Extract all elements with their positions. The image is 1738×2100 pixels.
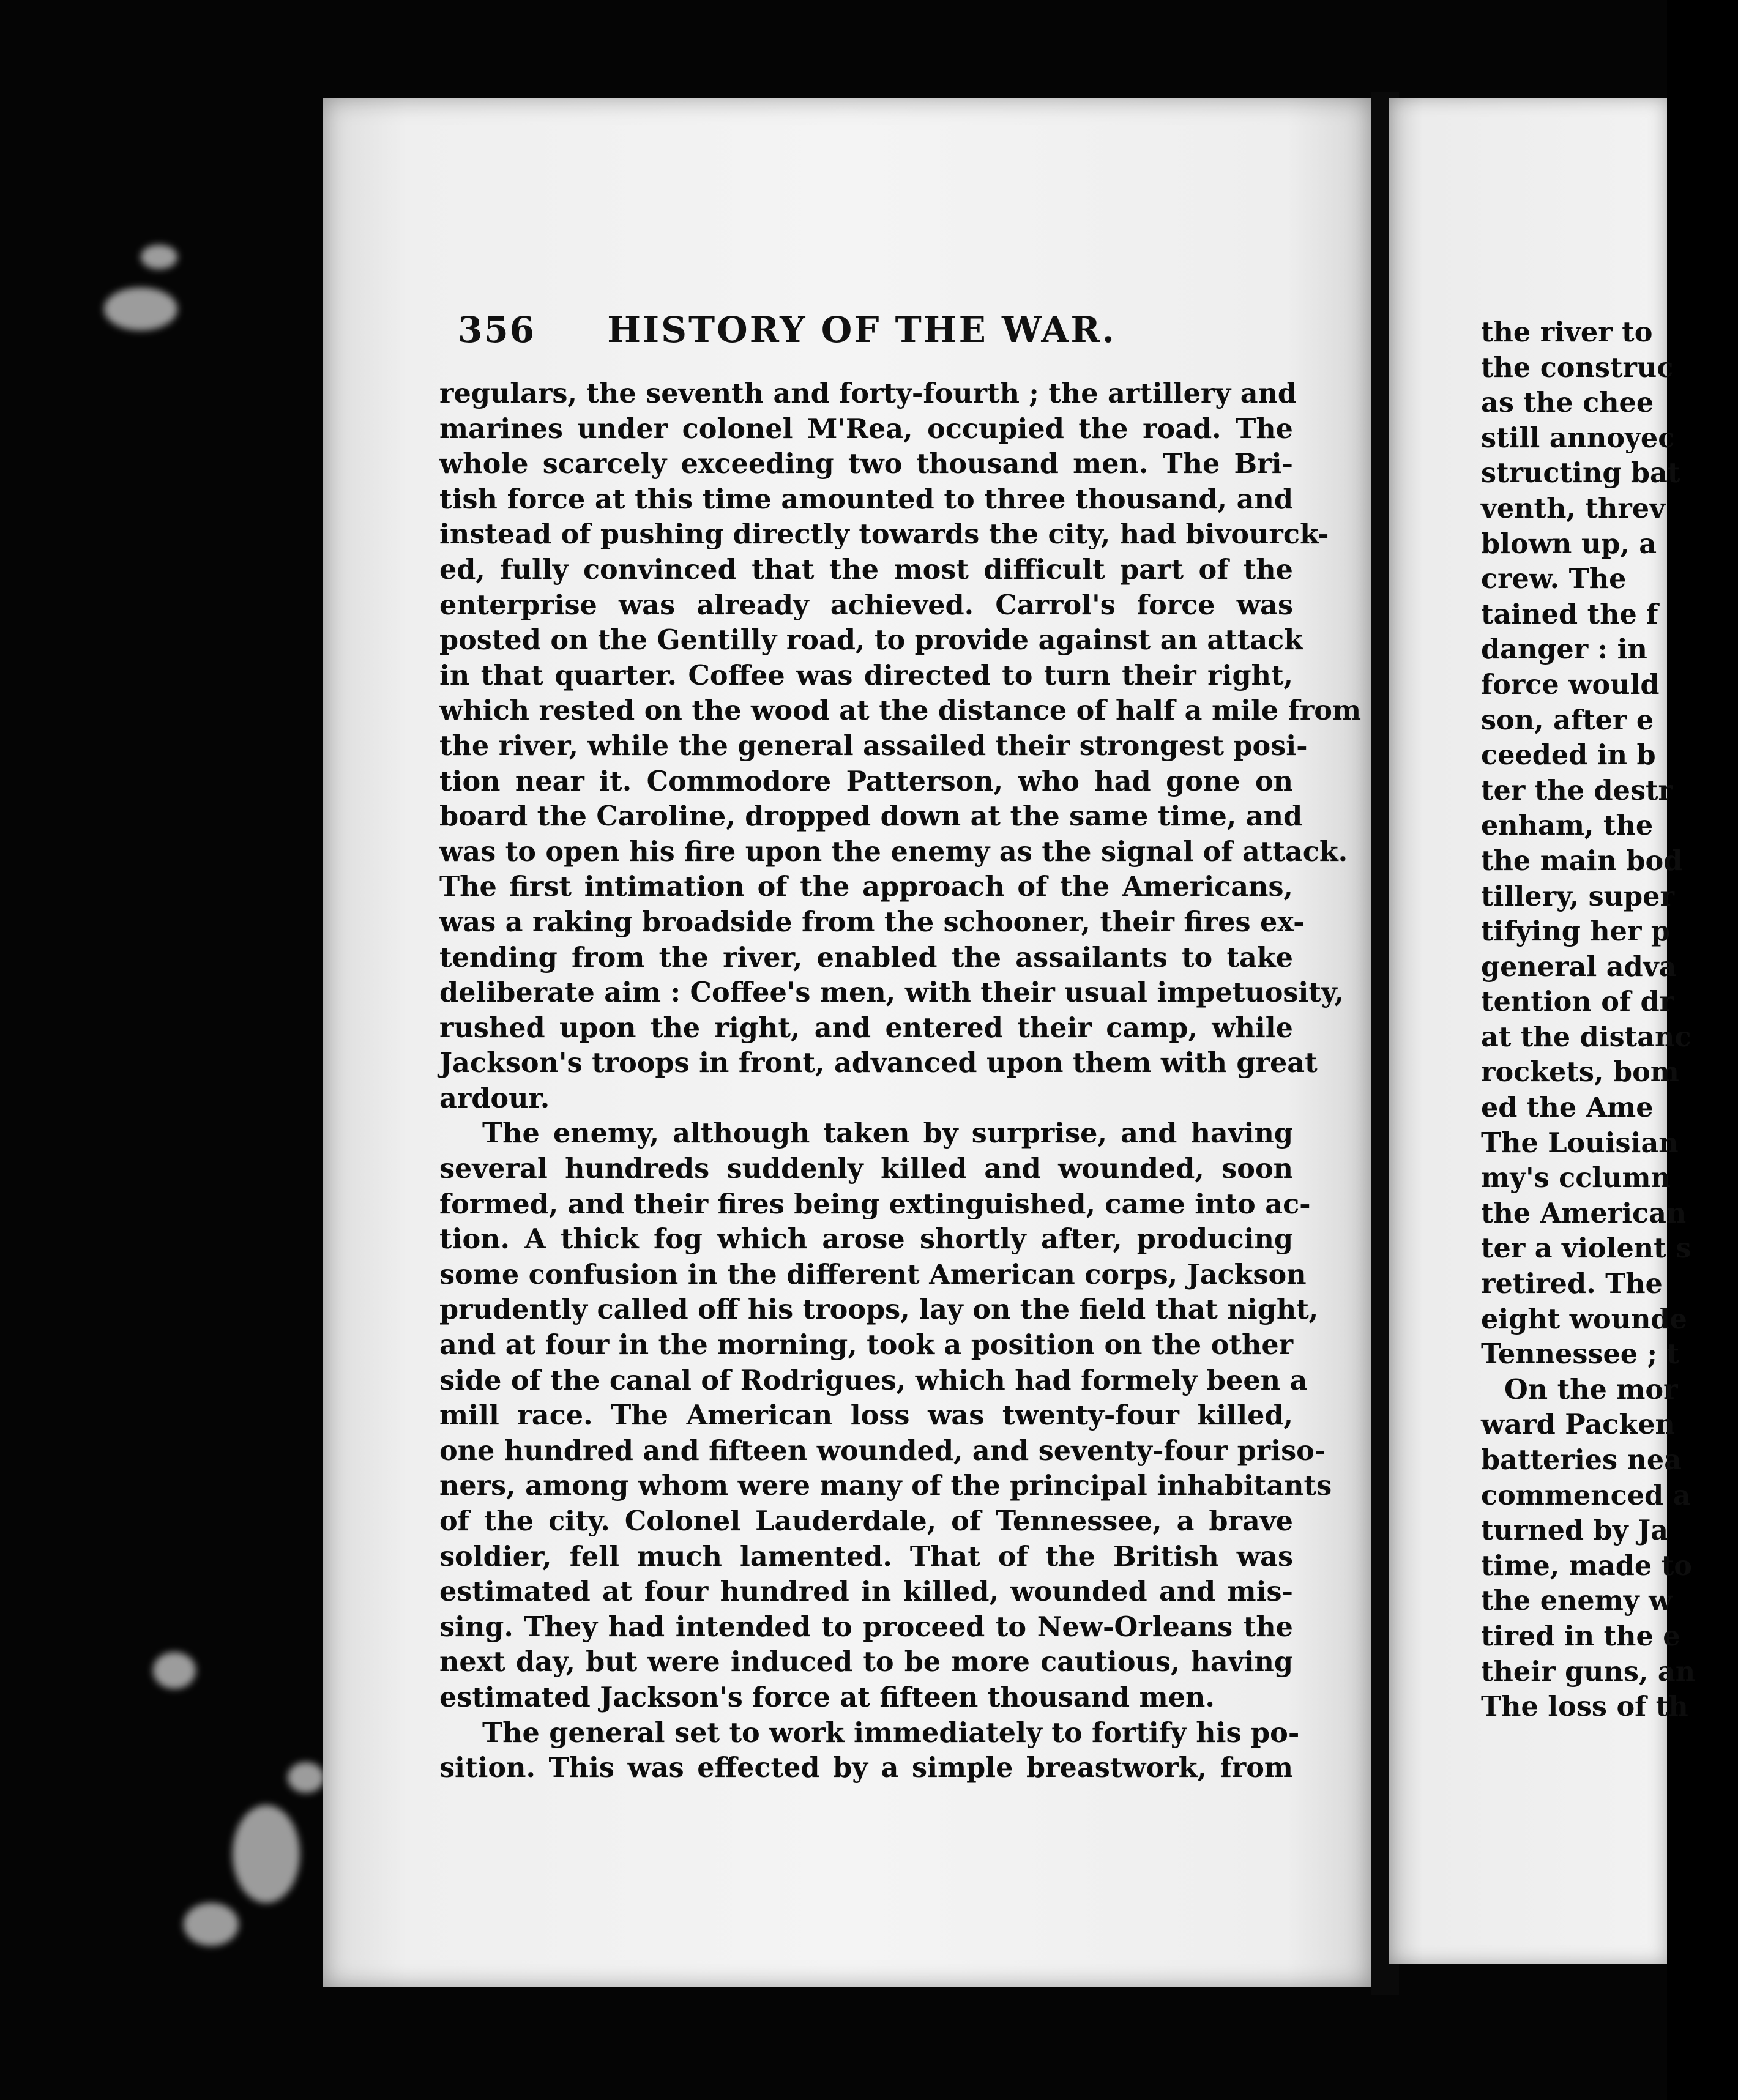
page-number: 356 [458,309,536,351]
text-line: crew. The [1481,563,1627,595]
text-line: formed, and their fires being extinguished, came into ac- [439,1188,1311,1220]
text-line: side of the canal of Rodrigues, which had formely been a [439,1364,1308,1396]
text-line: at the distanc [1481,1021,1691,1053]
text-line: force would [1481,668,1660,701]
right-body-text [1481,315,1738,1725]
text-line: blown up, a [1481,527,1657,560]
text-line: which rested on the wood at the distance of half a mile from [439,694,1362,727]
text-line: commenced a [1481,1479,1691,1511]
text-line: rockets, bom [1481,1056,1679,1089]
text-line: instead of pushing directly towards the city, had bivourck- [439,518,1329,551]
text-line: ter the destr [1481,774,1673,806]
text-line: estimated Jackson's force at fifteen thousand men. [439,1681,1215,1713]
running-head-title: HISTORY OF THE WAR. [607,309,1116,351]
text-line: their guns, an [1481,1655,1696,1688]
text-line: The first intimation of the approach of the Americans, [439,871,1293,903]
text-line: tending from the river, enabled the assailants to take [439,941,1293,974]
text-line: The general set to work immediately to fortify his po- [482,1716,1300,1749]
text-line: enham, the [1481,810,1654,842]
text-line: Tennessee ; t [1481,1338,1680,1371]
text-line: estimated at four hundred in killed, wounded and mis- [439,1576,1293,1608]
text-line: structing bat [1481,457,1680,490]
text-line: The loss of th [1481,1691,1688,1723]
text-line: one hundred and fifteen wounded, and seventy-four priso- [439,1434,1326,1467]
text-line: posted on the Gentilly road, to provide against an attack [439,624,1304,657]
body-text [439,376,1362,1786]
text-line: the main bod [1481,844,1683,877]
right-page [1389,98,1696,1964]
text-line: several hundreds suddenly killed and wounded, soon [439,1153,1293,1185]
text-line: ardour. [439,1082,550,1114]
text-line: time, made to [1481,1549,1692,1582]
text-line: venth, threv [1481,492,1665,524]
film-speck [141,245,177,269]
text-line: board the Caroline, dropped down at the same time, and [439,800,1303,833]
text-line: On the mor [1504,1373,1678,1406]
film-speck [233,1805,300,1903]
text-line: still annoyec [1481,422,1675,454]
left-page [323,98,1371,1987]
text-line: son, after e [1481,704,1654,736]
text-line: ed, fully convinced that the most difficult part of the [439,553,1293,586]
text-line: deliberate aim : Coffee's men, with their usual impetuosity, [439,977,1344,1009]
text-line: general adva [1481,950,1677,983]
text-line: my's cclumn [1481,1162,1671,1194]
film-speck [288,1762,324,1793]
text-line: the river to [1481,316,1653,348]
text-line: tifying her p [1481,915,1671,948]
text-line: in that quarter. Coffee was directed to turn their right, [439,659,1293,691]
text-line: of the city. Colonel Lauderdale, of Tennessee, a brave [439,1505,1293,1537]
film-speck [104,288,177,330]
text-line: was a raking broadside from the schooner, their fires ex- [439,906,1305,938]
text-line: Jackson's troops in front, advanced upon them with great [439,1047,1318,1079]
text-line: enterprise was already achieved. Carrol's force was [439,589,1293,621]
text-line: prudently called off his troops, lay on the field that night, [439,1294,1319,1326]
text-line: was to open his fire upon the enemy as the signal of attack. [439,835,1348,868]
text-line: ners, among whom were many of the principal inhabitants [439,1470,1332,1502]
text-line: the river, while the general assailed their strongest posi- [439,729,1308,762]
text-line: the construc [1481,351,1674,384]
text-line: retired. The [1481,1268,1663,1300]
text-line: ter a violent s [1481,1232,1691,1265]
text-line: tish force at this time amounted to three thousand, and [439,483,1293,515]
text-line: tion. A thick fog which arose shortly after, producing [439,1223,1293,1256]
text-line: rushed upon the right, and entered their camp, while [439,1011,1293,1044]
film-speck [184,1903,239,1946]
text-line: mill race. The American loss was twenty-four killed, [439,1399,1293,1432]
text-line: some confusion in the different American corps, Jackson [439,1258,1307,1290]
text-line: batteries nea [1481,1444,1682,1476]
text-line: marines under colonel M'Rea, occupied the road. The [439,412,1293,445]
text-line: tired in the e [1481,1620,1680,1652]
text-line: regulars, the seventh and forty-fourth ; the artillery and [439,378,1297,409]
text-line: the enemy w [1481,1585,1673,1617]
text-line: tion near it. Commodore Patterson, who had gone on [439,765,1293,797]
running-head [384,309,1339,364]
text-line: turned by Ja [1481,1514,1668,1547]
text-line: ward Packen [1481,1409,1675,1441]
text-line: ed the Ame [1481,1092,1654,1124]
text-line: eight wounde [1481,1303,1687,1335]
text-line: and at four in the morning, took a position on the other [439,1329,1294,1361]
text-line: danger : in [1481,633,1647,666]
text-line: the American [1481,1197,1687,1229]
text-line: soldier, fell much lamented. That of the British was [439,1540,1293,1573]
text-line: The enemy, although taken by surprise, and having [482,1117,1293,1150]
film-speck [153,1652,196,1689]
text-line: tillery, super [1481,880,1674,912]
text-line: ceeded in b [1481,739,1656,772]
text-line: tained the f [1481,598,1658,630]
text-line: The Louisian [1481,1126,1679,1159]
text-line: as the chee [1481,387,1654,419]
text-line: sition. This was effected by a simple breastwork, from [439,1752,1293,1784]
text-line: whole scarcely exceeding two thousand men. The Bri- [439,448,1293,480]
text-line: tention of dr [1481,986,1674,1018]
text-line: sing. They had intended to proceed to New-Orleans the [439,1610,1293,1643]
text-line: next day, but were induced to be more cautious, having [439,1646,1293,1678]
